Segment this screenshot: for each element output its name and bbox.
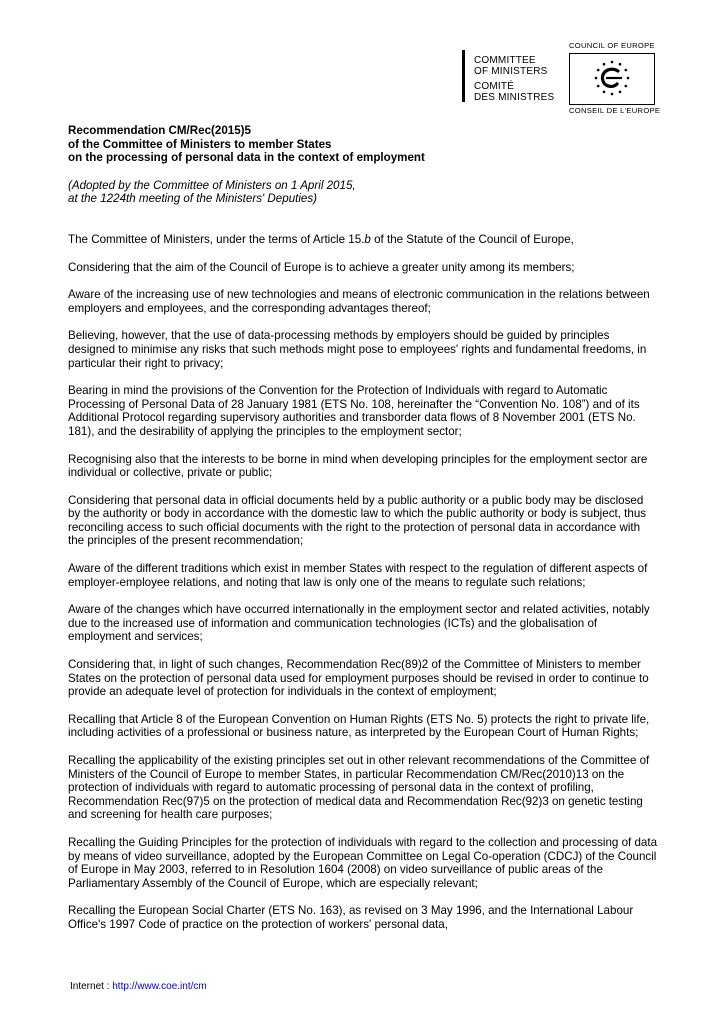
document-body xyxy=(68,124,658,932)
preamble-paragraph: Recognising also that the interests to be borne in mind when developing principles for the employment sector are individual or collective, private or public; xyxy=(68,452,648,480)
preamble-paragraph: Aware of the different traditions which exist in member States with respect to the regulation of different aspects of employer-employee relations, and noting that law is only one of the means to regulate such relations; xyxy=(68,562,648,589)
preamble-paragraph: Considering that, in light of such changes, Recommendation Rec(89)2 of the Committee of Ministers to member States on the protection of personal data used for employment purposes should be revised in order to continue to provide an adequate level of protection for individuals in the context of employment; xyxy=(68,658,649,699)
committee-line: OF MINISTERS xyxy=(474,65,548,77)
preamble-paragraph: Believing, however, that the use of data-processing methods by employers should be guided by principles designed to minimise any risks that such methods might pose to employees' rights and fundamental freedoms, in particular their right to privacy; xyxy=(68,329,647,370)
committee-of-ministers-label xyxy=(474,56,554,103)
title-line: on the processing of personal data in the context of employment xyxy=(68,151,425,165)
committee-line: DES MINISTRES xyxy=(474,91,555,103)
preamble-paragraph: Bearing in mind the provisions of the Convention for the Protection of Individuals with regard to Automatic Processing of Personal Data of 28 January 1981 (ETS No. 108, hereinafter the “Convention No. 108”) and of its Additional Protocol regarding supervisory authorities and transborder data flows of 8 November 2001 (ETS No. 181), and the desirability of applying the principles to the employment sector; xyxy=(68,384,640,438)
title-line: Recommendation CM/Rec(2015)5 xyxy=(68,124,251,137)
preamble-paragraph: Recalling the European Social Charter (ETS No. 163), as revised on 3 May 1996, and the International Labour Office's 1997 Code of practice on the protection of workers' personal data, xyxy=(68,904,634,931)
preamble-paragraph: Recalling that Article 8 of the European Convention on Human Rights (ETS No. 5) protects the right to private life, including activities of a professional or business nature, as interpreted by the European Court of Human Rights; xyxy=(68,712,650,740)
recommendation-title xyxy=(68,124,658,165)
page-footer xyxy=(70,981,207,992)
coe-website-link[interactable]: http://www.coe.int/cm xyxy=(112,981,207,992)
header-separator xyxy=(462,50,465,102)
adoption-line: at the 1224th meeting of the Ministers' Deputies) xyxy=(68,192,318,206)
coe-name-en: COUNCIL OF EUROPE xyxy=(569,41,655,50)
committee-line: COMITÉ xyxy=(474,81,515,92)
coe-logo xyxy=(569,53,655,105)
coe-stars-icon xyxy=(570,54,654,104)
committee-line: COMMITTEE xyxy=(474,55,536,66)
adoption-note xyxy=(68,179,658,206)
footer-label: Internet : xyxy=(70,981,113,992)
coe-name-fr: CONSEIL DE L'EUROPE xyxy=(569,106,661,115)
preamble-paragraph: Recalling the Guiding Principles for the protection of individuals with regard to the collection and processing of data by means of video surveillance, adopted by the European Committee on Legal Co-operation (CDCJ) of the Council of Europe in May 2003, referred to in Resolution 1604 (2008) on video surveillance of public areas of the Parliamentary Assembly of the Council of Europe, which are especially relevant; xyxy=(68,835,658,890)
preamble-paragraph: Considering that the aim of the Council of Europe is to achieve a greater unity among its members; xyxy=(68,260,575,274)
intro-paragraph: The Committee of Ministers, under the terms of Article 15.b of the Statute of the Council of Europe, xyxy=(68,232,574,246)
preamble-paragraph: Recalling the applicability of the existing principles set out in other relevant recommendations of the Committee of Ministers of the Council of Europe to member States, in particular Recommendation CM/Rec(2010)13 on the protection of individuals with regard to automatic processing of personal data in the context of profiling, Recommendation Rec(97)5 on the protection of medical data and Recommendation Rec(92)3 on genetic testing and screening for health care purposes; xyxy=(68,754,650,822)
preamble-paragraph: Aware of the increasing use of new technologies and means of electronic communication in the relations between employers and employees, and the corresponding advantages thereof; xyxy=(68,288,650,315)
preamble-paragraph: Aware of the changes which have occurred internationally in the employment sector and related activities, notably due to the increased use of information and communication technologies (ICTs) and the globalisation of employment and services; xyxy=(68,603,650,644)
preamble-paragraph: Considering that personal data in official documents held by a public authority or a public body may be disclosed by the authority or body in accordance with the domestic law to which the public authority or body is subject, thus reconciling access to such official documents with the right to the protection of personal data in accordance with the principles of the present recommendation; xyxy=(68,493,647,548)
adoption-line: (Adopted by the Committee of Ministers on 1 April 2015, xyxy=(68,178,356,192)
title-line: of the Committee of Ministers to member States xyxy=(68,137,332,151)
document-header xyxy=(0,41,724,126)
